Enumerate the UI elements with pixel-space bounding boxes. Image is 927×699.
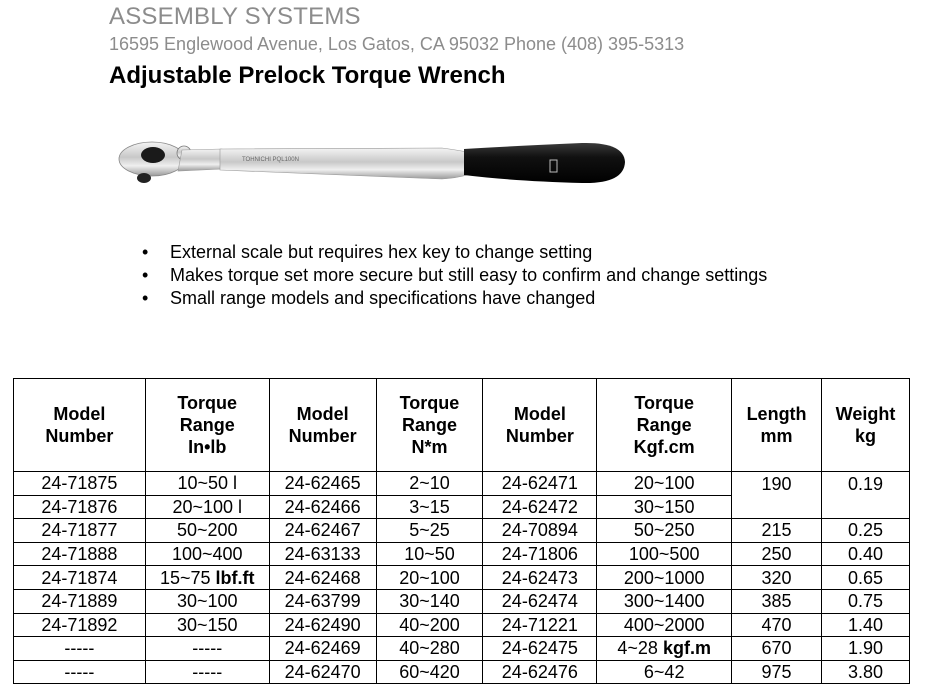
length-cell: 250 — [732, 542, 822, 566]
range-cell: 100~400 — [145, 542, 269, 566]
range-cell: ----- — [145, 660, 269, 684]
model-cell: 24-70894 — [483, 519, 597, 543]
torque-wrench-image — [112, 140, 632, 190]
table-row — [14, 589, 910, 613]
header-weight: Weight kg — [822, 379, 910, 472]
range-cell: 30~100 — [145, 589, 269, 613]
model-cell: 24-71806 — [483, 542, 597, 566]
bullet-icon: • — [142, 265, 149, 285]
range-cell: 6~42 — [597, 660, 732, 684]
model-cell: 24-71889 — [14, 589, 146, 613]
range-cell: 2~10 — [376, 472, 483, 496]
feature-item — [140, 264, 800, 286]
model-cell: 24-71892 — [14, 613, 146, 637]
header-torque-range-nm: Torque Range N*m — [376, 379, 483, 472]
weight-cell: 0.19 — [822, 472, 910, 496]
model-cell: 24-71875 — [14, 472, 146, 496]
model-cell: 24-62466 — [269, 495, 376, 519]
company-name: ASSEMBLY SYSTEMS — [109, 3, 361, 30]
company-address: 16595 Englewood Avenue, Los Gatos, CA 95032 Phone (408) 395-5313 — [109, 34, 685, 54]
header-torque-range-kgf: Torque Range Kgf.cm — [597, 379, 732, 472]
feature-text: Small range models and specifications have changed — [170, 288, 596, 308]
table-row — [14, 566, 910, 590]
range-cell: 400~2000 — [597, 613, 732, 637]
bullet-icon: • — [142, 288, 149, 308]
header-model-number-nm: Model Number — [269, 379, 376, 472]
range-cell: 40~200 — [376, 613, 483, 637]
feature-list — [140, 241, 800, 310]
range-cell: 50~250 — [597, 519, 732, 543]
weight-cell: 0.40 — [822, 542, 910, 566]
table-row — [14, 519, 910, 543]
table-row — [14, 613, 910, 637]
header-length: Length mm — [732, 379, 822, 472]
square-drive — [137, 173, 151, 183]
range-cell: 20~100 — [376, 566, 483, 590]
length-cell: 190 — [732, 472, 822, 496]
wrench-grip — [464, 143, 625, 183]
length-cell: 975 — [732, 660, 822, 684]
table-header-row — [14, 379, 910, 472]
length-cell: 670 — [732, 637, 822, 661]
range-cell: 50~200 — [145, 519, 269, 543]
weight-cell: 1.90 — [822, 637, 910, 661]
length-cell: 385 — [732, 589, 822, 613]
table-row — [14, 637, 910, 661]
header-torque-range-inlb: Torque Range In•lb — [145, 379, 269, 472]
model-cell: 24-62473 — [483, 566, 597, 590]
feature-item — [140, 287, 800, 309]
weight-cell — [822, 495, 910, 519]
feature-item — [140, 241, 800, 263]
length-cell: 215 — [732, 519, 822, 543]
model-cell: 24-71876 — [14, 495, 146, 519]
model-cell: ----- — [14, 660, 146, 684]
model-cell: 24-62475 — [483, 637, 597, 661]
model-cell: 24-71221 — [483, 613, 597, 637]
model-cell: 24-62468 — [269, 566, 376, 590]
range-cell: 40~280 — [376, 637, 483, 661]
range-cell: 3~15 — [376, 495, 483, 519]
model-cell: 24-62467 — [269, 519, 376, 543]
bullet-icon: • — [142, 242, 149, 262]
model-cell: 24-62472 — [483, 495, 597, 519]
header-model-number-kgf: Model Number — [483, 379, 597, 472]
range-cell: 100~500 — [597, 542, 732, 566]
model-cell: 24-62490 — [269, 613, 376, 637]
ratchet-drive — [141, 147, 165, 163]
range-cell: 5~25 — [376, 519, 483, 543]
model-cell: 24-63133 — [269, 542, 376, 566]
range-cell: 20~100 l — [145, 495, 269, 519]
range-cell: 20~100 — [597, 472, 732, 496]
length-cell — [732, 495, 822, 519]
length-cell: 470 — [732, 613, 822, 637]
specifications-table — [13, 378, 910, 684]
table-row — [14, 542, 910, 566]
length-cell: 320 — [732, 566, 822, 590]
model-cell: ----- — [14, 637, 146, 661]
wrench-shaft — [220, 148, 467, 179]
range-cell: 30~150 — [145, 613, 269, 637]
table-row — [14, 495, 910, 519]
model-cell: 24-62471 — [483, 472, 597, 496]
model-cell: 24-62465 — [269, 472, 376, 496]
feature-text: External scale but requires hex key to change setting — [170, 242, 593, 262]
weight-cell: 1.40 — [822, 613, 910, 637]
wrench-engraving: TOHNICHI PQL100N — [242, 157, 299, 163]
feature-text: Makes torque set more secure but still easy to confirm and change settings — [170, 265, 768, 285]
range-cell: 60~420 — [376, 660, 483, 684]
model-cell: 24-71877 — [14, 519, 146, 543]
range-cell: 30~150 — [597, 495, 732, 519]
product-title: Adjustable Prelock Torque Wrench — [109, 62, 506, 89]
range-cell: ----- — [145, 637, 269, 661]
unit-label: lbf.ft — [215, 567, 255, 588]
wrench-neck — [178, 149, 222, 171]
range-cell: 4~28 kgf.m — [597, 637, 732, 661]
unit-label: kgf.m — [662, 638, 711, 659]
model-cell: 24-63799 — [269, 589, 376, 613]
model-cell: 24-62476 — [483, 660, 597, 684]
header-model-number-inlb: Model Number — [14, 379, 146, 472]
model-cell: 24-71874 — [14, 566, 146, 590]
model-cell: 24-62470 — [269, 660, 376, 684]
model-cell: 24-62474 — [483, 589, 597, 613]
range-cell: 30~140 — [376, 589, 483, 613]
model-cell: 24-62469 — [269, 637, 376, 661]
range-cell: 10~50 l — [145, 472, 269, 496]
range-cell: 300~1400 — [597, 589, 732, 613]
weight-cell: 0.25 — [822, 519, 910, 543]
range-cell: 200~1000 — [597, 566, 732, 590]
model-cell: 24-71888 — [14, 542, 146, 566]
weight-cell: 0.65 — [822, 566, 910, 590]
range-cell: 10~50 — [376, 542, 483, 566]
range-cell: 15~75 lbf.ft — [145, 566, 269, 590]
weight-cell: 0.75 — [822, 589, 910, 613]
table-row — [14, 660, 910, 684]
table-row — [14, 472, 910, 496]
weight-cell: 3.80 — [822, 660, 910, 684]
